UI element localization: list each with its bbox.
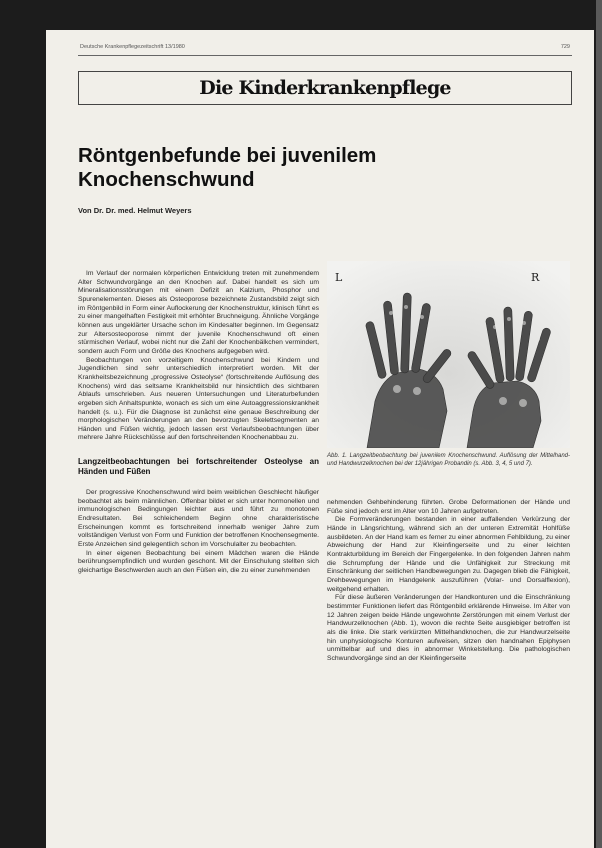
- figure-label-left: L: [335, 271, 343, 284]
- section-banner-title: Die Kinderkrankenpflege: [199, 77, 451, 99]
- paragraph-radiograph: Für diese äußeren Veränderungen der Handkonturen und die Einschränkung bestimmter Funktionen liefert das Röntgenbild erklärende Hinweise. Im Alter von 12 Jahren zeigen beide Hände ungewohnte Zerstörungen mit einem Verlust der Handwurzelknochen (Abb. 1), wovon die rechte Seite ausgiebiger betroffen ist als die linke. Die stark verkürzten Mittelhandknochen, die zur Handwurzelseite hin unphysiologische Konturen aufweisen, sitzen den handnahen Epiphysen unmittelbar auf und dies in abnormer Winkelstellung. Die pathologischen Schwundvorgänge sind an der Kleinfingerseite: [327, 594, 570, 662]
- paragraph-intro: Im Verlauf der normalen körperlichen Entwicklung treten mit zunehmendem Alter Schwundvorgänge an den Knochen auf. Dabei handelt es sich um Mineralisationsstörungen mit einem Defizit an Kalzium, Phosphor und Spurenelementen. Dieses als Osteoporose bezeichnete Zustandsbild zeigt sich im Röntgenbild in Form einer Auflockerung der Knochenstruktur, klinisch führt es zu einer mangelhaften Festigkeit mit erhöhter Bruchneigung. Ähnliche Vorgänge können aus ungeklärter Ursache schon im Kindesalter beginnen. Im Gegensatz zur Altersosteoporose nimmt der juvenile Knochenschwund oft einen stürmischen Verlauf, wobei nicht nur die Zahl der Knochenbälkchen vermindert, sondern auch Form und Größe des Knochens aufgegeben wird.: [78, 270, 319, 355]
- paragraph-progressive: Der progressive Knochenschwund wird beim weiblichen Geschlecht häufiger beobachtet als beim männlichen. Offenbar bildet er sich unter hormonellen und immunologischen Bedingungen leichter aus und führt zu monotonen Endresultaten. Bei schleichendem Beginn ohne charakteristische Erscheinungen kommt es fortschreitend innerhalb weniger Jahre zum vollständigen Verlust von Form und Funktion der betroffenen Knochensegmente. Erste Anzeichen sind gelegentlich schon im Vorschulalter zu beobachten.: [78, 489, 319, 549]
- left-column: [78, 270, 319, 576]
- figure-label-right: R: [531, 271, 540, 284]
- journal-name: Deutsche Krankenpflegezeitschrift 13/1980: [80, 44, 185, 50]
- paragraph-continuation: nehmenden Gehbehinderung führten. Grobe Deformationen der Hände und Füße sind jedoch erst im Alter von 10 Jahren aufgetreten.: [327, 499, 570, 515]
- figure-caption: Abb. 1. Langzeitbeobachtung bei juvenilem Knochenschwund. Auflösung der Mittelhand- und Handwurzelknochen bei der 12jährigen Probandin (s. Abb. 3, 4, 5 und 7).: [327, 453, 570, 467]
- paragraph-case: In einer eigenen Beobachtung bei einem Mädchen waren die Hände berührungsempfindlich und wurden geschont. Mit der Einschulung stellten sich gleichartige Beschwerden auch an den Füßen ein, die zu einer zunehmenden: [78, 549, 319, 575]
- paragraph-deformations: Die Formveränderungen bestanden in einer auffallenden Verkürzung der Hände in Längsrichtung, während sich an der unteren Extremität Hohlfüße ausbildeten. An der Hand kam es ferner zu einer abnormen Fehlbildung, zu einer Abweichung der Hand zur Kleinfingerseite und zu einer leichten Kontrakturbildung im Bereich der Fingergelenke. In den folgenden Jahren nahm die Schrumpfung der Hände und die Unfähigkeit zur Streckung mit Einschränkung der seitlichen Handbewegungen zu. Dagegen blieb die Fähigkeit, Drehbewegungen im Handgelenk auszuführen (Volar- und Dorsalflexion), weitgehend erhalten.: [327, 516, 570, 593]
- article-title-line-2: Knochenschwund: [78, 168, 255, 191]
- article-title: [78, 144, 498, 192]
- binding-gutter: [596, 0, 602, 848]
- article-byline: Von Dr. Dr. med. Helmut Weyers: [78, 206, 192, 215]
- paragraph-observations: Beobachtungen von vorzeitigem Knochenschwund bei Kindern und Jugendlichen sind sehr unterschiedlich interpretiert worden. Mit der Krankheitsbezeichnung „progressive Osteolyse“ (fortschreitende Auflösung des Knochens) wird das seltsame Krankheitsbild nur hinsichtlich des sichtbaren Ablaufs umschrieben. Aus neueren Untersuchungen und Literaturbefunden ergeben sich Anhaltspunkte, wonach es sich um eine Autoaggressionskrankheit handelt (s. u.). Für die Diagnose ist zunächst eine genaue Beschreibung der morphologischen Veränderungen an den bevorzugten Skelettsegmenten an Händen und Füßen wichtig, jedoch lassen erst Verlaufsbeobachtungen über mehrere Jahre Rückschlüsse auf den fortschreitenden Knochenabbau zu.: [78, 356, 319, 442]
- section-banner: [78, 71, 572, 105]
- header-rule: [78, 55, 572, 56]
- right-column: [327, 499, 570, 663]
- xray-figure: [327, 261, 570, 448]
- section-heading: Langzeitbeobachtungen bei fortschreitender Osteolyse an Händen und Füßen: [78, 457, 319, 477]
- page-number: 729: [560, 44, 570, 50]
- journal-page: [46, 30, 594, 848]
- xray-hands-image: [327, 261, 570, 448]
- article-title-line-1: Röntgenbefunde bei juvenilem: [78, 144, 377, 167]
